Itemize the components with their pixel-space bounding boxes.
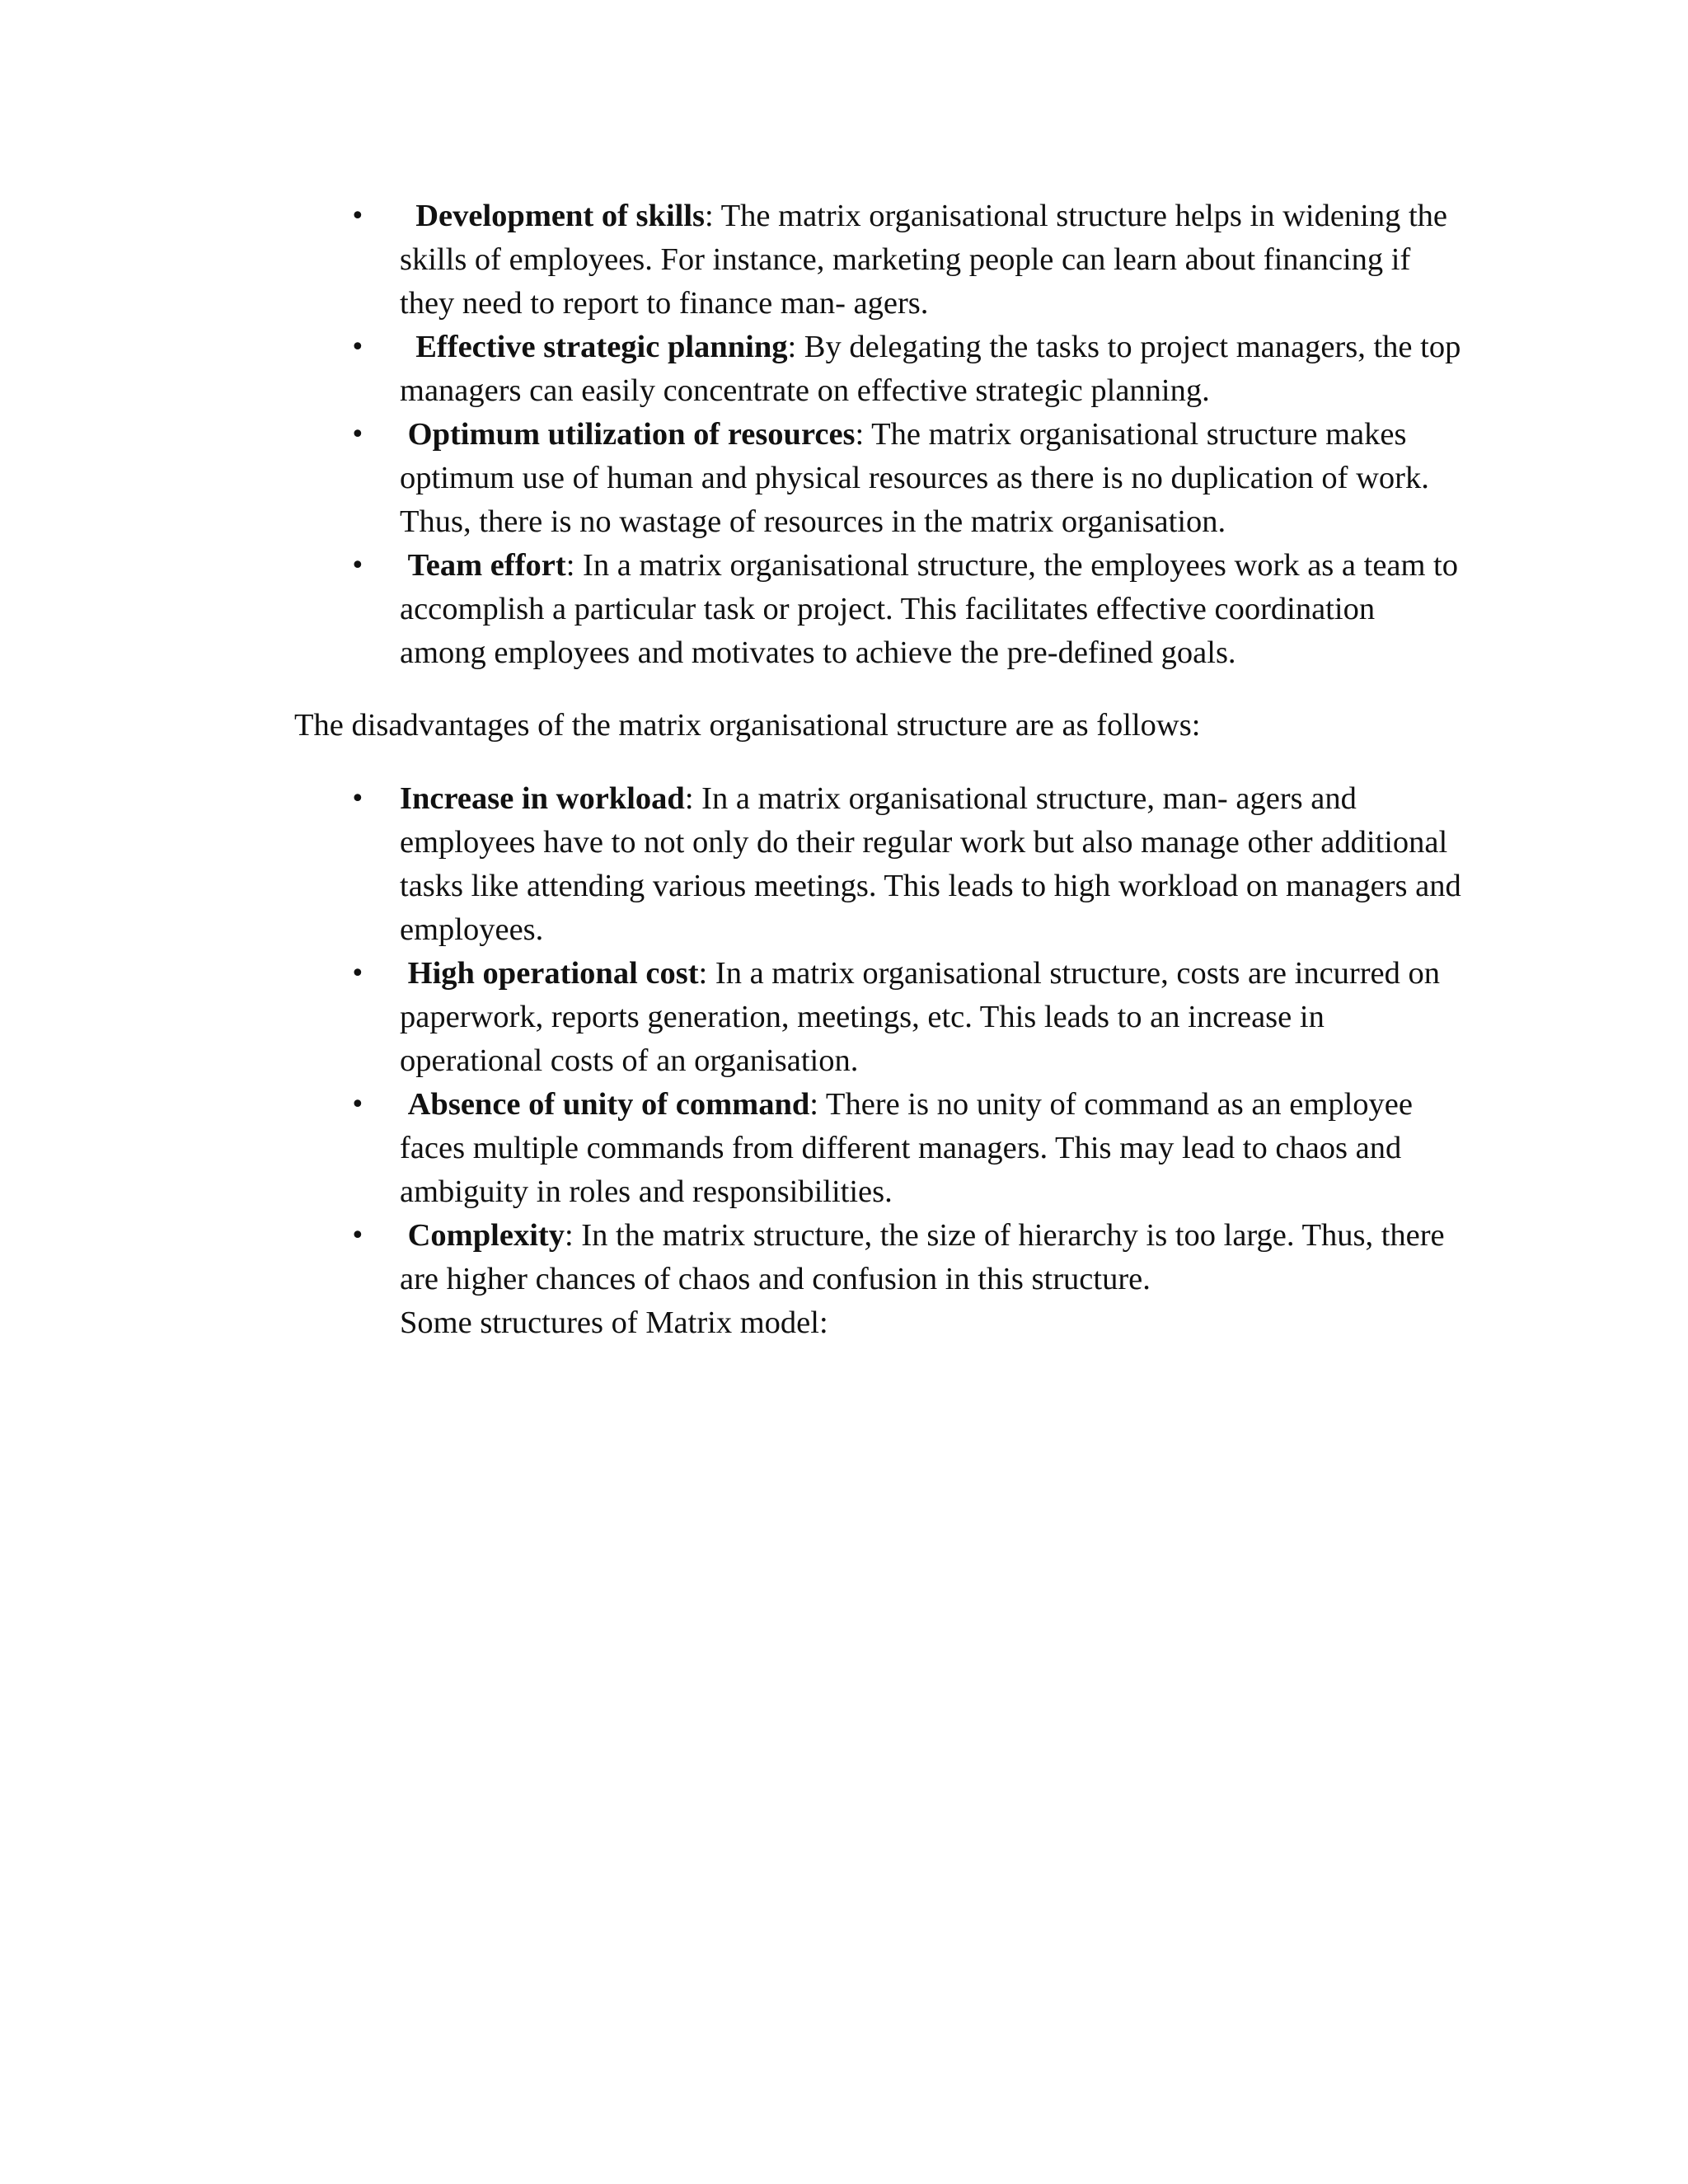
- bullet-icon: •: [350, 785, 365, 813]
- bullet-icon: •: [350, 1221, 365, 1250]
- list-item: [294, 194, 1465, 326]
- item-text: : In a matrix organisational structure, man- agers and employees have to not only do their regular work but also manage other additional tasks like attending various meetings. This leads to high workload on managers and employees.: [400, 781, 1461, 947]
- item-text: : The matrix organisational structure makes optimum use of human and physical resources as there is no duplication of work. Thus, there is no wastage of resources in the matrix organisation.: [400, 417, 1429, 539]
- bullet-icon: •: [350, 333, 365, 362]
- list-item: [294, 413, 1465, 544]
- disadvantages-intro-section: [294, 704, 1465, 748]
- bullet-icon: •: [350, 420, 365, 449]
- item-text: : In a matrix organisational structure, the employees work as a team to accomplish a particular task or project. This facilitates effective coordination among employees and motivates to achieve the pre-defined goals.: [400, 548, 1459, 670]
- advantages-section: [294, 194, 1465, 675]
- list-item: [294, 777, 1465, 952]
- item-term: Complexity: [407, 1218, 565, 1253]
- item-term: Optimum utilization of resources: [407, 417, 856, 452]
- bullet-icon: •: [350, 202, 365, 231]
- trailing-text: Some structures of Matrix model:: [400, 1305, 828, 1340]
- list-item: [294, 326, 1465, 413]
- list-item: [294, 1083, 1465, 1214]
- item-text: : In the matrix structure, the size of hierarchy is too large. Thus, there are higher chances of chaos and confusion in this structure.: [400, 1218, 1445, 1296]
- item-text: : There is no unity of command as an employee faces multiple commands from different managers. This may lead to chaos and ambiguity in roles and responsibilities.: [400, 1087, 1413, 1209]
- item-text: : By delegating the tasks to project managers, the top managers can easily concentrate on effective strategic planning.: [400, 330, 1461, 408]
- list-item: [294, 544, 1465, 675]
- bullet-icon: •: [350, 1090, 365, 1119]
- item-term: High operational cost: [407, 956, 699, 991]
- disadvantages-section: [294, 777, 1465, 1345]
- disadvantages-intro: The disadvantages of the matrix organisational structure are as follows:: [294, 708, 1201, 743]
- item-text: : In a matrix organisational structure, costs are incurred on paperwork, reports generation, meetings, etc. This leads to an increase in operational costs of an organisation.: [400, 956, 1441, 1078]
- bullet-icon: •: [350, 959, 365, 988]
- list-item: [294, 952, 1465, 1083]
- advantages-list: [294, 194, 1465, 675]
- item-text: : The matrix organisational structure helps in widening the skills of employees. For instance, marketing people can learn about financing if they need to report to finance man- agers.: [400, 199, 1448, 321]
- item-term: Increase in workload: [400, 781, 685, 816]
- disadvantages-list: [294, 777, 1465, 1345]
- item-term: Absence of unity of command: [407, 1087, 810, 1122]
- list-item: [294, 1214, 1465, 1345]
- item-term: Development of skills: [415, 199, 706, 233]
- bullet-icon: •: [350, 551, 365, 580]
- item-term: Team effort: [407, 548, 566, 583]
- item-term: Effective strategic planning: [415, 330, 788, 364]
